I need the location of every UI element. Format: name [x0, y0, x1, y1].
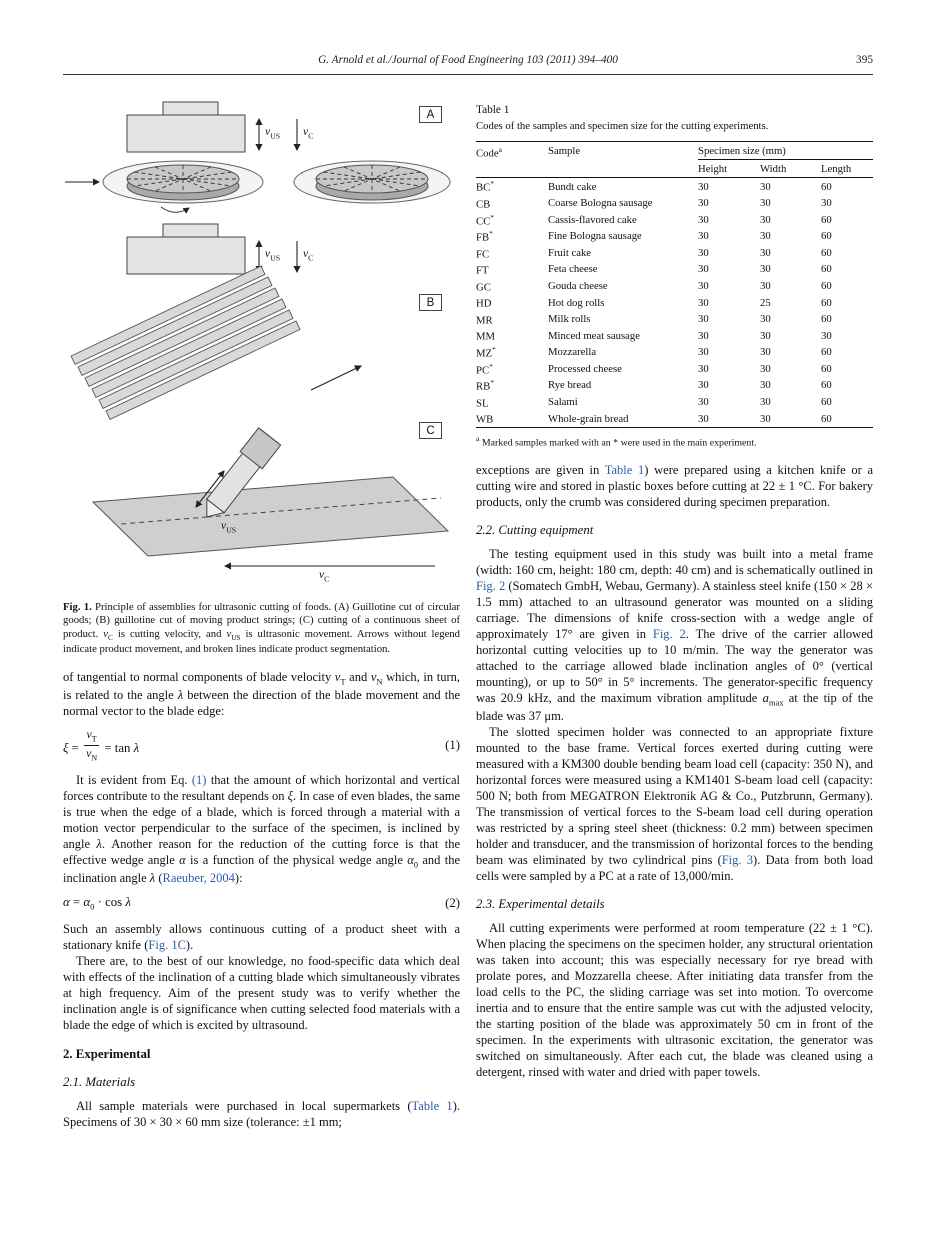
height-cell: 30	[698, 280, 709, 293]
sample-cell: Hot dog rolls	[548, 296, 605, 309]
paragraph-materials: All sample materials were purchased in local supermarkets (Table 1). Specimens of 30 × 30 × 60 mm size (tolerance: ±1 mm;	[63, 1098, 460, 1129]
height-cell: 30	[698, 180, 709, 193]
cross-reference-link[interactable]: Fig. 3	[721, 853, 754, 868]
height-cell: 30	[698, 246, 709, 259]
subsection-heading-materials: 2.1. Materials	[63, 1074, 136, 1089]
panel-b-label: B	[419, 294, 442, 311]
sample-cell: Mozzarella	[548, 346, 597, 359]
table-row	[476, 195, 873, 212]
sample-cell: Whole-grain bread	[548, 410, 698, 427]
height-cell: 30	[698, 313, 709, 326]
table-1	[476, 141, 873, 427]
table-row	[476, 311, 873, 328]
sample-cell: Bundt cake	[548, 180, 597, 193]
panel-b-blade-assembly	[127, 224, 245, 274]
length-cell: 60	[821, 362, 832, 375]
code-cell: FT	[476, 264, 489, 277]
code-cell: MZ*	[476, 345, 496, 360]
height-cell: 30	[698, 197, 709, 210]
cross-reference-link[interactable]: Table 1	[411, 1098, 453, 1113]
col-header-code: Code$^a$	[476, 142, 548, 178]
subsection-heading-cutting-equipment: 2.2. Cutting equipment	[476, 523, 594, 538]
code-cell: GC	[476, 281, 491, 294]
width-cell: 30	[760, 329, 771, 342]
figure-1	[63, 94, 460, 657]
length-cell: 60	[821, 379, 832, 392]
code-cell: MR	[476, 314, 493, 327]
paragraph-study-aim: There are, to the best of our knowledge, no food-specific data which deal with effects of the inclination of a cutting blade which simultaneously vibrates at high frequency. Aim of the present study was to verify whether the inclination angle is of significance when cutting selected food materials with a blade the edge of which is excited by ultrasound.	[63, 953, 460, 1032]
vus-label-b: $v_{US}$	[265, 248, 281, 263]
vc-label-c: $v_C$	[319, 569, 330, 584]
table-row	[476, 228, 873, 245]
code-cell: HD	[476, 297, 492, 310]
column-right	[476, 86, 873, 1130]
vc-label-a: $v_C$	[303, 126, 314, 141]
page-body	[63, 86, 873, 1130]
section-heading-experimental: 2. Experimental	[63, 1046, 151, 1061]
equation-2-body: $\alpha = \alpha_0 \cdot \cos \lambda$	[63, 895, 131, 912]
sample-cell: Fruit cake	[548, 246, 592, 259]
subsection-heading-experimental-details: 2.3. Experimental details	[476, 897, 605, 912]
paragraph-cutting-equipment: The testing equipment used in this study was built into a metal frame (width: 160 cm, height: 180 cm, depth: 40 cm) and is schematically outlined in Fig. 2 (Somatech GmbH, Webau, Germany). A stainless steel knife (150 × 28 × 1.5 mm) attached to an ultrasound generator was mounted on a sliding carriage. The dimensions of knife cross-section with a wedge angle of approximately 17° are given in Fig. 2. The drive of the carrier allowed horizontal cutting velocities up to 10 m/min. The way the generator was attached to the carriage allowed blade inclination angles of 0° (vertical mounting), or up to 50° in 5° increments. The generator-specific frequency was 20.9 kHz, and the maximum vibration amplitude $a_{max}$ at the tip of the blade was 37 μm.	[476, 547, 873, 724]
width-cell: 30	[760, 197, 771, 210]
width-cell: 25	[760, 296, 771, 309]
code-cell: RB*	[476, 378, 495, 393]
cross-reference-link[interactable]: (1)	[191, 772, 207, 787]
table-row	[476, 178, 873, 195]
cross-reference-link[interactable]: Fig. 1C	[148, 937, 186, 952]
footnote-text: Marked samples marked with an * were used in the main experiment.	[481, 437, 757, 449]
page-number: 395	[856, 54, 873, 66]
col-header-height: Height	[698, 160, 760, 178]
height-cell: 30	[698, 263, 709, 276]
width-cell: 30	[760, 410, 821, 427]
table-row	[476, 344, 873, 361]
height-cell: 30	[698, 213, 709, 226]
code-cell: CC*	[476, 212, 495, 228]
cross-reference-link[interactable]: Table 1	[604, 463, 645, 478]
width-cell: 30	[760, 395, 771, 408]
length-cell: 60	[821, 395, 832, 408]
width-cell: 30	[760, 362, 771, 375]
equation-2	[63, 895, 460, 912]
sample-cell: Fine Bologna sausage	[548, 230, 642, 243]
footnote-marker: a	[476, 433, 480, 443]
cross-reference-link[interactable]: Fig. 2	[476, 579, 506, 594]
table-row	[476, 278, 873, 295]
code-cell: FC	[476, 248, 490, 261]
equation-1-number: (1)	[445, 737, 460, 752]
width-cell: 30	[760, 379, 771, 392]
length-cell: 30	[821, 329, 832, 342]
width-cell: 30	[760, 313, 771, 326]
width-cell: 30	[760, 280, 771, 293]
product-movement-arrow-b	[311, 366, 361, 390]
paragraph-load-cells: The slotted specimen holder was connected to an appropriate fixture mounted to the base frame. Vertical forces exerted during cutting were measured with a KM300 double bending beam load cell (capacity: 350 N), and horizontal forces were measured using a KM1401 S-beam load cell (capacity: 500 N; both from MEGATRON Elektronik AG & Co., Putzbrunn, Germany). The transmission of vertical forces to the S-beam load cell during operation was restricted by a spring steel sheet (thickness: 0.2 mm) between specimen holder and transducer, and the transmission of horizontal forces to the bending beam was eliminated by two cylindrical pins (Fig. 3). Data from both load cells were sampled by a PC at a rate of 13,000/min.	[476, 725, 873, 884]
figure-1-artwork	[63, 94, 460, 591]
table-1-label: Table 1	[476, 104, 510, 116]
width-cell: 30	[760, 346, 771, 359]
length-cell: 60	[821, 296, 832, 309]
width-cell: 30	[760, 246, 771, 259]
code-cell: FB*	[476, 229, 493, 244]
col-header-length: Length	[821, 160, 873, 178]
paragraph-materials-continued: exceptions are given in Table 1) were prepared using a kitchen knife or a cutting wire and stored in plastic boxes before cutting at 22 ± 1 °C. For bakery products, only the crumb was considered during specimen preparation.	[476, 463, 873, 510]
table-row	[476, 294, 873, 311]
code-cell: BC*	[476, 179, 495, 194]
sample-cell: Gouda cheese	[548, 280, 608, 293]
sample-cell: Milk rolls	[548, 313, 591, 326]
cross-reference-link[interactable]: Raeuber, 2004	[162, 871, 235, 886]
length-cell: 60	[821, 246, 832, 259]
panel-a-label: A	[419, 106, 442, 123]
sample-cell: Processed cheese	[548, 362, 622, 375]
table-row	[476, 361, 873, 378]
paragraph-experimental-details: All cutting experiments were performed at room temperature (22 ± 1 °C). When placing the specimens on the specimen holder, any structural orientation was taken into account; this was especially necessary for rye bread with prolate pores, and Mozzarella cheese. After initiating data transfer from the load cells to the PC, the sliding carriage was set into motion. To overcome inertia and to ensure that the entire sample was cut with the adjusted velocity, the starting position of the blade was approximately 50 cm in front of the specimen. In the experiments with ultrasonic excitation, the generator was switched on simultaneously. After each cut, the blade was cleaned using a detergent, rinsed with water and dried with paper towels.	[476, 921, 873, 1080]
length-cell: 60	[821, 346, 832, 359]
code-cell: SL	[476, 397, 489, 410]
vus-label-c: $v_{US}$	[221, 520, 237, 535]
length-cell: 60	[821, 280, 832, 293]
width-cell: 30	[760, 213, 771, 226]
rotation-arrow-a	[161, 207, 189, 212]
height-cell: 30	[698, 379, 709, 392]
height-cell: 30	[698, 346, 709, 359]
table-row	[476, 261, 873, 278]
product-strips	[71, 266, 300, 419]
sample-cell: Salami	[548, 395, 578, 408]
table-row	[476, 212, 873, 229]
sample-cell: Coarse Bologna sausage	[548, 197, 653, 210]
col-header-specimen-size: Specimen size (mm)	[698, 142, 873, 160]
paragraph-eq1-discussion: It is evident from Eq. (1) that the amount of which horizontal and vertical forces contribute to the resultant depends on ξ. In case of even blades, the same is true when the edge of a blade, which is forced through a material with a motion vector perpendicular to the surface of the specimen, is inclined by angle λ. Another reason for the reduction of the cutting force is that the effective wedge angle α is a function of the physical wedge angle $\alpha_0$ and the inclination angle λ (Raeuber, 2004):	[63, 772, 460, 886]
code-cell: WB	[476, 410, 548, 427]
table-row	[476, 245, 873, 262]
equation-2-number: (2)	[445, 895, 460, 910]
paragraph-blade-velocity: of tangential to normal components of blade velocity $v_T$ and $v_N$ which, in turn, is related to the angle λ between the direction of the blade movement and the normal vector to the blade edge:	[63, 669, 460, 719]
header-divider	[63, 74, 873, 75]
length-cell: 30	[821, 197, 832, 210]
figure-1-caption: Fig. 1. Principle of assemblies for ultrasonic cutting of foods. (A) Guillotine cut of circular goods; (B) guillotine cut of moving product strings; (C) cutting of a continuous sheet of product. $v_C$ is cutting velocity, and $v_{US}$ is ultrasonic movement. Arrows without legend indicate product movement, and broken lines indicate product segmentation.	[63, 601, 460, 656]
cross-reference-link[interactable]: Fig. 2	[652, 627, 686, 642]
panel-a-blade-assembly	[127, 102, 245, 152]
length-cell: 60	[821, 230, 832, 243]
width-cell: 30	[760, 263, 771, 276]
length-cell: 60	[821, 180, 832, 193]
equation-1-body: ξ = $\frac{v_T}{v_N}$ = tan λ	[63, 727, 140, 763]
sample-cell: Cassis-flavored cake	[548, 213, 637, 226]
vc-label-b: $v_C$	[303, 248, 314, 263]
table-header-row	[476, 142, 873, 160]
table-1-block	[476, 104, 873, 448]
height-cell: 30	[698, 395, 709, 408]
table-1-caption: Codes of the samples and specimen size for the cutting experiments.	[476, 120, 769, 132]
table-row	[476, 377, 873, 394]
height-cell: 30	[698, 296, 709, 309]
length-cell: 60	[821, 213, 832, 226]
product-sheet	[93, 477, 448, 556]
sample-cell: Minced meat sausage	[548, 329, 640, 342]
running-title: G. Arnold et al./Journal of Food Engineering 103 (2011) 394–400	[318, 54, 618, 66]
vus-label-a: $v_{US}$	[265, 126, 281, 141]
width-cell: 30	[760, 180, 771, 193]
width-cell: 30	[760, 230, 771, 243]
table-row	[476, 410, 873, 427]
table-1-footnote	[476, 434, 873, 448]
equation-1	[63, 728, 460, 763]
table-row	[476, 327, 873, 344]
sample-cell: Rye bread	[548, 379, 592, 392]
code-cell: CB	[476, 198, 491, 211]
length-cell: 60	[821, 263, 832, 276]
col-header-sample: Sample	[548, 142, 698, 178]
height-cell: 30	[698, 230, 709, 243]
figure-1-diagram	[63, 94, 460, 591]
length-cell: 60	[821, 313, 832, 326]
paragraph-stationary-knife: Such an assembly allows continuous cutting of a product sheet with a stationary knife (Fig. 1C).	[63, 921, 460, 952]
column-left	[63, 86, 460, 1130]
col-header-width: Width	[760, 160, 821, 178]
sample-cell: Feta cheese	[548, 263, 598, 276]
code-cell: MM	[476, 331, 496, 343]
height-cell: 30	[698, 362, 709, 375]
running-head	[63, 54, 873, 66]
height-cell: 30	[698, 329, 709, 342]
length-cell: 60	[821, 410, 873, 427]
code-cell: PC*	[476, 361, 493, 377]
table-row	[476, 394, 873, 411]
height-cell: 30	[698, 410, 760, 427]
panel-c-label: C	[419, 422, 442, 439]
